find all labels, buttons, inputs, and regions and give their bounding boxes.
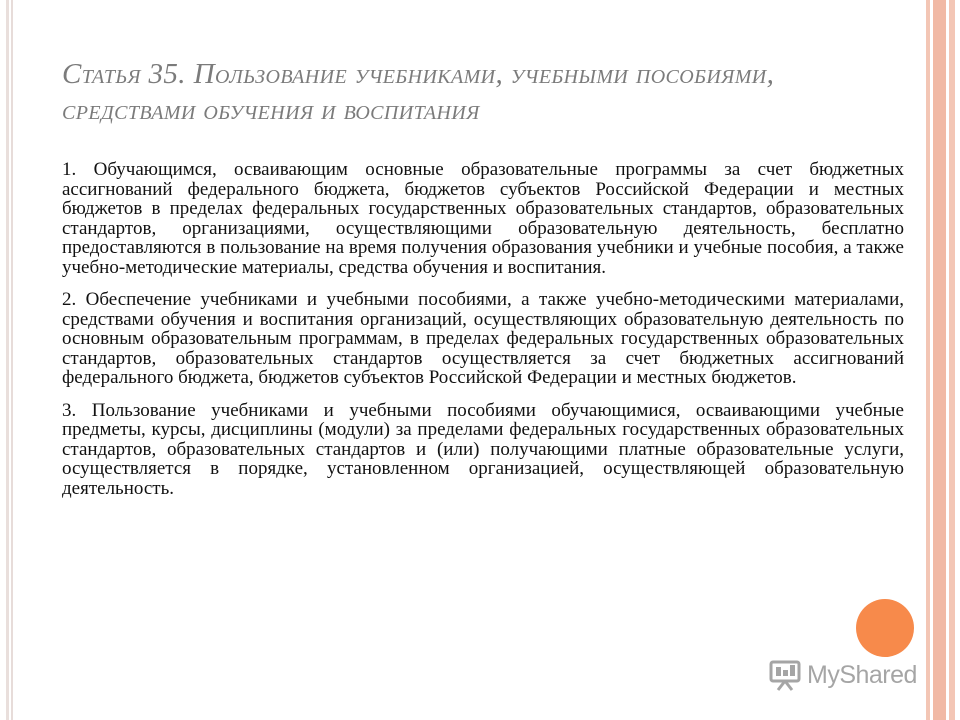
slide-title: Статья 35. Пользование учебниками, учебными пособиями, средствами обучения и воспитания xyxy=(62,58,775,126)
paragraph-3: 3. Пользование учебниками и учебными пособиями обучающимися, осваивающими учебные предметы, курсы, дисциплины (модули) за пределами федеральных государственных образовательных стандартов, образовательных стандартов и (или) получающими платные образовательные услуги, осуществляется в порядке, установленном организацией, осуществляющей образовательную деятельность. xyxy=(62,399,904,499)
orange-circle-decoration xyxy=(856,599,914,657)
watermark-text: MyShared xyxy=(807,660,917,689)
paragraph-1: 1. Обучающимся, осваивающим основные образовательные программы за счет бюджетных ассигнований федерального бюджета, бюджетов субъектов Российской Федерации и местных бюджетов в пределах федеральных государственных образовательных стандартов, образовательных стандартов, организациями, осуществляющими образовательную деятельность, бесплатно предоставляются в пользование на время получения образования учебники и учебные пособия, а также учебно-методические материалы, средства обучения и воспитания. xyxy=(62,159,904,278)
presentation-board-icon xyxy=(768,659,802,691)
right-border-decoration xyxy=(924,0,960,720)
mysharedwatermark xyxy=(768,658,917,692)
left-border-decoration xyxy=(0,0,16,720)
slide-content xyxy=(62,160,904,511)
paragraph-2: 2. Обеспечение учебниками и учебными пособиями, а также учебно-методическими материалами, средствами обучения и воспитания организаций, осуществляющих образовательную деятельность по основным образовательным программам, в пределах федеральных государственных образовательных стандартов, образовательных стандартов осуществляется за счет бюджетных ассигнований федерального бюджета, бюджетов субъектов Российской Федерации и местных бюджетов. xyxy=(62,289,904,388)
